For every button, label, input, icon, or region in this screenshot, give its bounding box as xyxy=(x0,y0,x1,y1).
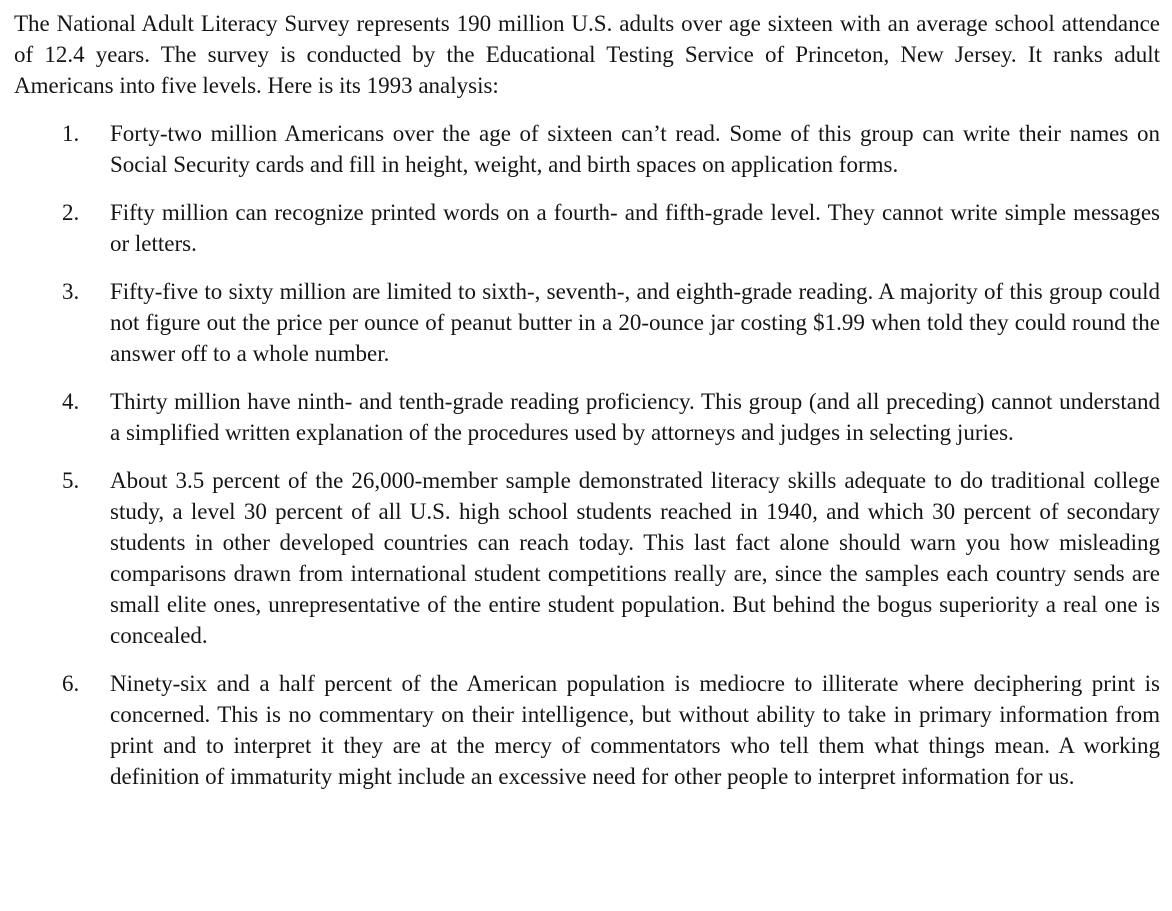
list-item-text: Fifty million can recognize printed words on a fourth- and fifth-grade level. They cannot write simple messages or letters. xyxy=(110,200,1160,256)
list-item-text: Ninety-six and a half percent of the American population is mediocre to illiterate where deciphering print is concerned. This is no commentary on their intelligence, but without ability to take in primary information from print and to interpret it they are at the mercy of commentators who tell them what things mean. A working definition of immaturity might include an excessive need for other people to interpret information for us. xyxy=(110,671,1160,789)
list-item-1 xyxy=(14,118,1160,180)
list-item-3 xyxy=(14,276,1160,369)
list-item-number: 2. xyxy=(62,200,80,225)
list-item-text: About 3.5 percent of the 26,000-member sample demonstrated literacy skills adequate to do traditional college study, a level 30 percent of all U.S. high school students reached in 1940, and which 30 percent of secondary students in other developed countries can reach today. This last fact alone should warn you how misleading comparisons drawn from international student competitions really are, since the samples each country sends are small elite ones, unrepresentative of the entire student population. But behind the bogus superiority a real one is concealed. xyxy=(110,468,1160,648)
list-item-number: 4. xyxy=(62,389,80,414)
list-item-4 xyxy=(14,386,1160,448)
list-item-text: Fifty-five to sixty million are limited to sixth-, seventh-, and eighth-grade reading. A majority of this group could not figure out the price per ounce of peanut butter in a 20-ounce jar costing $1.99 when told they could round the answer off to a whole number. xyxy=(110,279,1160,366)
list-item-number: 6. xyxy=(62,671,80,696)
list-item-number: 1. xyxy=(62,121,80,146)
list-item-6 xyxy=(14,668,1160,792)
list-item-2 xyxy=(14,197,1160,259)
list-item-text: Forty-two million Americans over the age of sixteen can’t read. Some of this group can write their names on Social Security cards and fill in height, weight, and birth spaces on application forms. xyxy=(110,121,1160,177)
analysis-list xyxy=(14,118,1160,792)
list-item-number: 3. xyxy=(62,279,80,304)
list-item-5 xyxy=(14,465,1160,651)
intro-paragraph: The National Adult Literacy Survey represents 190 million U.S. adults over age sixteen with an average school attendance of 12.4 years. The survey is conducted by the Educational Testing Service of Princeton, New Jersey. It ranks adult Americans into five levels. Here is its 1993 analysis: xyxy=(14,11,1160,98)
list-item-text: Thirty million have ninth- and tenth-grade reading proficiency. This group (and all preceding) cannot understand a simplified written explanation of the procedures used by attorneys and judges in selecting juries. xyxy=(110,389,1160,445)
list-item-number: 5. xyxy=(62,468,80,493)
